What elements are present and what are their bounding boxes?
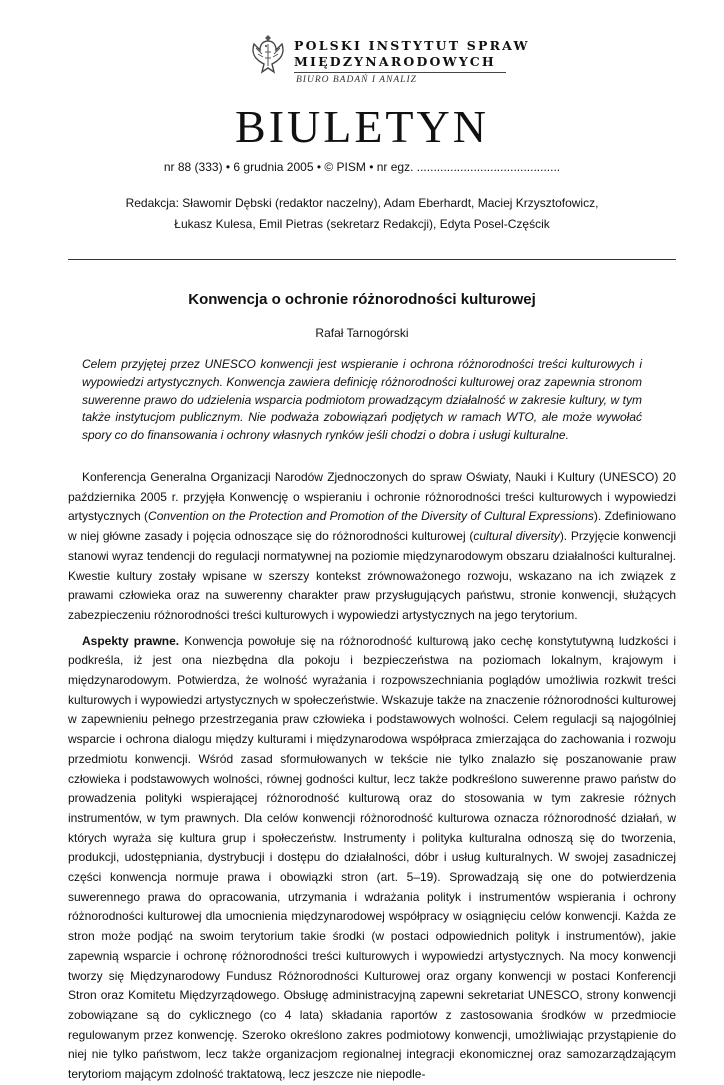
paragraph-legal-aspects xyxy=(68,632,676,1085)
publication-title: BIULETYN xyxy=(235,101,489,152)
institute-name-line2: MIĘDZYNARODOWYCH xyxy=(294,54,496,69)
institute-logo xyxy=(250,28,530,88)
eagle-emblem-icon xyxy=(250,32,286,78)
paragraph-intro xyxy=(68,468,676,626)
p1-part-c: ). Zdefiniowano w niej główne zasady i pojęcia odnoszące się do różnorodności kulturowej ( xyxy=(68,509,676,544)
p1-part-e: ). Przyjęcie konwencji stanowi wyraz tendencji do regulacji normatywnej na poziomie międzynarodowym obszaru działalności kulturalnej. Kwestie kultury zostały wpisane w szerszy kontekst zrównoważonego rozwoju, wskazano na ich związek z prawami człowieka oraz na suwerenny charakter praw przysługujących państwu, stronie konwencji, służących zabezpieczeniu różnorodności treści kulturowych i wypowiedzi artystycznych na jego terytorium. xyxy=(68,529,676,622)
editorial-line-1: Redakcja: Sławomir Dębski (redaktor naczelny), Adam Eberhardt, Maciej Krzysztofowicz, xyxy=(125,196,599,210)
section-lead: Aspekty prawne. xyxy=(82,633,180,648)
article-author: Rafał Tarnogórski xyxy=(315,326,409,340)
p1-convention-title: Convention on the Protection and Promotion of the Diversity of Cultural Expressions xyxy=(148,509,594,524)
article-body xyxy=(68,468,676,1085)
editorial-line-2: Łukasz Kulesa, Emil Pietras (sekretarz Redakcji), Edyta Posel-Częścik xyxy=(174,217,550,231)
article-abstract xyxy=(82,356,642,445)
p1-part-a: Konferencja Generalna Organizacji Narodów Zjednoczonych do spraw Oświaty, Nauki i Kultury (UNESCO) 20 października 2005 r. przyjęła Konwencję o wspieraniu i ochronie różnorodności treści kulturowych i wypowiedzi artystycznych ( xyxy=(68,470,676,524)
department-name: BIURO BADAŃ I ANALIZ xyxy=(296,75,417,85)
header-divider xyxy=(68,259,676,260)
p1-term: cultural diversity xyxy=(473,529,560,544)
p2-text: Konwencja powołuje się na różnorodność kulturową jako cechę konstytutywną ludzkości i podkreśla, iż jest ona niezbędna dla pokoju i bezpieczeństwa na poziomach lokalnym, krajowym i międzynarodowym. Potwierdza, że wolność wyrażania i rozpowszechniania poglądów umożliwia rozkwit treści kulturowych i wypowiedzi artystycznych w społeczeństwie. Wskazuje także na znaczenie różnorodności kulturowej w zapewnieniu pełnego przestrzegania praw człowieka i podstawowych wolności. Celem regulacji są najogólniej wsparcie i ochrona dialogu między kulturami i międzynarodowa współpraca zmierzająca do zachowania i rozwoju przedmiotu konwencji. Wśród zasad sformułowanych w tekście nie tylko znalazło się poszanowanie praw człowieka i podstawowych wolności, równej godności kultur, lecz także podkreślono suwerenne prawo państw do prowadzenia polityki wspierającej różnorodność kulturową oraz do stosowania w tym zakresie różnych instrumentów, w tym prawnych. Dla celów konwencji różnorodność kulturowa oznacza różnorodność działań, w których wyraża się kultura grup i społeczeństw. Instrumenty i polityka kulturalna odnoszą się do tworzenia, produkcji, udostępniania, dystrybucji i dostępu do działalności, dóbr i usług kulturalnych. W swojej zasadniczej części konwencja normuje prawa i obowiązki stron (art. 5–19). Sprowadzają się one do potwierdzenia suwerennego prawa do opracowania, utrzymania i wdrażania polityk i instrumentów wspierania i ochrony różnorodności kulturowej dla umocnienia międzynarodowej współpracy w osiągnięciu celów konwencji. Każda ze stron może podjąć na swoim terytorium takie środki (w postaci odpowiednich polityk i instrumentów), jakie zapewnią wsparcie i ochronę różnorodności treści kulturowych i wypowiedzi artystycznych. Na mocy konwencji tworzy się Międzynarodowy Fundusz Różnorodności Kulturowej oraz organy konwencji w postaci Konferencji Stron oraz Komitetu Międzyrządowego. Obsługę administracyjną zapewni sekretariat UNESCO, strony konwencji zobowiązane są do cyklicznego (co 4 lata) składania raportów z zastosowania środków w przedmiocie regulowanym przez konwencję. Szeroko określono zakres podmiotowy konwencji, umożliwiając przystąpienie do niej nie tylko państwom, lecz także organizacjom regionalnej integracji ekonomicznej oraz samozarządzającym terytoriom mającym zdolność traktatową, lecz jeszcze nie niepodle- xyxy=(68,633,676,1082)
abstract-text: Celem przyjętej przez UNESCO konwencji jest wspieranie i ochrona różnorodności treści kulturowych i wypowiedzi artystycznych. Konwencja zawiera definicję różnorodności kulturowej oraz zapewnia stronom suwerenne prawo do udzielenia wsparcia podmiotom prowadzącym działalność w zakresie kultury, w tym także instytucjom publicznym. Nie podważa zobowiązań podjętych w ramach WTO, ale może wywołać spory co do finansowania i ochrony własnych rynków jeśli chodzi o dobra i usługi kulturalne. xyxy=(82,357,642,443)
institute-divider xyxy=(294,72,506,73)
article-title: Konwencja o ochronie różnorodności kulturowej xyxy=(188,291,536,308)
institute-name-line1: POLSKI INSTYTUT SPRAW xyxy=(294,38,530,53)
issue-meta: nr 88 (333) • 6 grudnia 2005 • © PISM • nr egz. ........................................... xyxy=(163,160,561,174)
